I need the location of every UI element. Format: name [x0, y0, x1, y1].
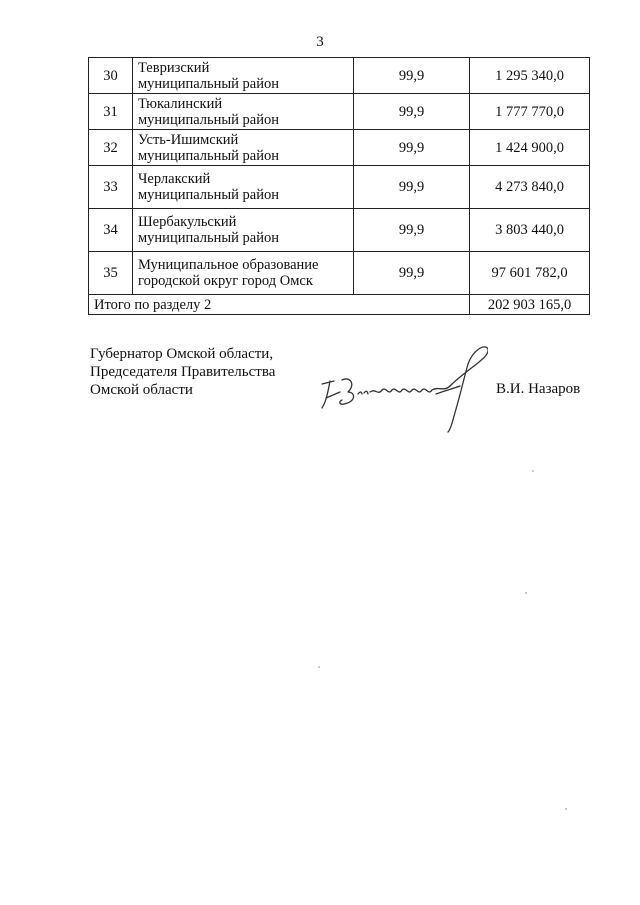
amount-cell: 1 777 770,0: [470, 94, 590, 130]
table-row: [89, 130, 590, 166]
table-row: [89, 209, 590, 252]
name-line-1: Черлакский: [138, 171, 211, 187]
row-number: 30: [89, 58, 133, 94]
table-row: [89, 58, 590, 94]
percent-cell: 99,9: [354, 130, 470, 166]
scan-speck: [525, 592, 527, 594]
name-line-1: Тевризский: [138, 59, 210, 76]
amount-cell: 4 273 840,0: [470, 166, 590, 209]
name-line-2: муниципальный район: [138, 230, 279, 246]
signatory-title-line-3: Омской области: [90, 382, 193, 398]
table-row: [89, 252, 590, 295]
name-line-1: Шербакульский: [138, 214, 237, 230]
amount-cell: 1 295 340,0: [470, 58, 590, 94]
name-line-2: муниципальный район: [138, 187, 279, 203]
percent-cell: 99,9: [354, 252, 470, 295]
percent-cell: 99,9: [354, 94, 470, 130]
row-number: 34: [89, 209, 133, 252]
amount-cell: 3 803 440,0: [470, 209, 590, 252]
percent-cell: 99,9: [354, 166, 470, 209]
row-number: 31: [89, 94, 133, 130]
name-line-2: муниципальный район: [138, 111, 279, 128]
municipality-name: [133, 209, 354, 252]
scan-speck: [532, 470, 534, 472]
name-line-1: Муниципальное образование: [138, 257, 319, 273]
municipality-name: [133, 252, 354, 295]
total-label: Итого по разделу 2: [89, 295, 470, 315]
scan-speck: [565, 808, 567, 810]
total-row: [89, 295, 590, 315]
name-line-2: городской округ город Омск: [138, 273, 313, 289]
name-line-2: муниципальный район: [138, 75, 279, 92]
amount-cell: 1 424 900,0: [470, 130, 590, 166]
signer-name: В.И. Назаров: [496, 381, 581, 397]
municipality-name: [133, 166, 354, 209]
name-line-2: муниципальный район: [138, 147, 279, 164]
municipality-name: [133, 94, 354, 130]
amount-cell: 97 601 782,0: [470, 252, 590, 295]
handwritten-signature: [318, 344, 488, 434]
percent-cell: 99,9: [354, 58, 470, 94]
signatory-title: [90, 345, 275, 399]
name-line-1: Тюкалинский: [138, 95, 223, 112]
signatory-title-line-1: Губернатор Омской области,: [90, 346, 274, 362]
signatory-title-line-2: Председателя Правительства: [90, 364, 276, 380]
scan-speck: [318, 666, 320, 668]
total-amount: 202 903 165,0: [470, 295, 590, 315]
page-number: 3: [316, 34, 324, 50]
percent-cell: 99,9: [354, 209, 470, 252]
row-number: 35: [89, 252, 133, 295]
table-row: [89, 166, 590, 209]
row-number: 33: [89, 166, 133, 209]
municipality-name: [133, 58, 354, 94]
municipality-name: [133, 130, 354, 166]
row-number: 32: [89, 130, 133, 166]
allocation-table: [88, 57, 590, 315]
table-row: [89, 94, 590, 130]
name-line-1: Усть-Ишимский: [138, 131, 239, 148]
